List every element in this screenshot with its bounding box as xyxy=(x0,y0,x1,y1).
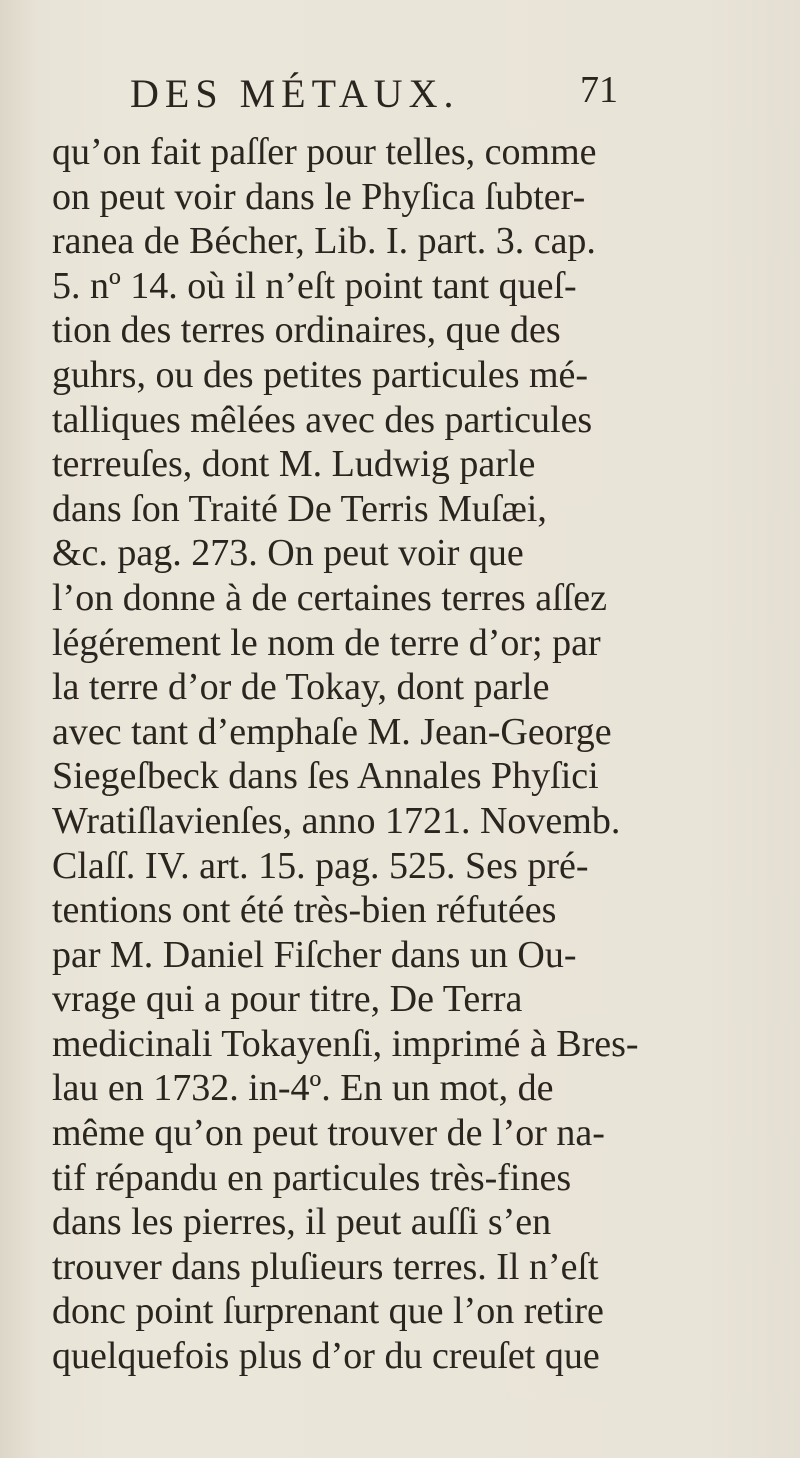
text-line: Wratiſlavienſes, anno 1721. Novemb. xyxy=(52,799,621,842)
text-line: tentions ont été très-bien réfutées xyxy=(52,889,557,932)
text-line: tion des terres ordinaires, que des xyxy=(52,309,561,352)
text-line: terreuſes, dont M. Ludwig parle xyxy=(52,443,536,486)
text-line: on peut voir dans le Phyſica ſubter- xyxy=(52,175,586,218)
text-line: même qu’on peut trouver de l’or na- xyxy=(52,1112,605,1155)
text-line: &c. pag. 273. On peut voir que xyxy=(52,532,524,575)
text-line: quelquefois plus d’or du creuſet que xyxy=(52,1335,600,1378)
text-line: talliques mêlées avec des particules xyxy=(52,398,593,441)
text-line: ranea de Bécher, Lib. I. part. 3. cap. xyxy=(52,220,596,263)
text-line: qu’on fait paſſer pour telles, comme xyxy=(52,131,597,173)
text-line: trouver dans pluſieurs terres. Il n’eſt xyxy=(52,1245,599,1288)
running-title: DES MÉTAUX. xyxy=(130,71,460,116)
text-line: la terre d’or de Tokay, dont parle xyxy=(52,666,550,709)
text-line: tif répandu en particules très-fines xyxy=(52,1156,572,1199)
text-line: 5. nº 14. où il n’eſt point tant queſ- xyxy=(52,264,577,307)
text-line: vrage qui a pour titre, De Terra xyxy=(52,978,523,1021)
text-line: lau en 1732. in-4º. En un mot, de xyxy=(52,1067,554,1110)
body-text xyxy=(52,130,772,1379)
text-line: medicinali Tokayenſi, imprimé à Bres- xyxy=(52,1022,639,1065)
text-line: Siegeſbeck dans ſes Annales Phyſici xyxy=(52,755,599,798)
text-line: dans ſon Traité De Terris Muſæi, xyxy=(52,487,547,530)
text-line: Claſſ. IV. art. 15. pag. 525. Ses pré- xyxy=(52,844,589,887)
text-line: donc point ſurprenant que l’on retire xyxy=(52,1290,604,1333)
text-line: dans les pierres, il peut auſſi s’en xyxy=(52,1201,552,1244)
page-number: 71 xyxy=(580,69,618,111)
text-line: avec tant d’emphaſe M. Jean-George xyxy=(52,710,612,753)
text-line: guhrs, ou des petites particules mé- xyxy=(52,353,589,396)
text-line: légérement le nom de terre d’or; par xyxy=(52,621,601,664)
text-line: l’on donne à de certaines terres aſſez xyxy=(52,576,607,619)
page-header xyxy=(130,69,618,120)
text-line: par M. Daniel Fiſcher dans un Ou- xyxy=(52,933,577,976)
